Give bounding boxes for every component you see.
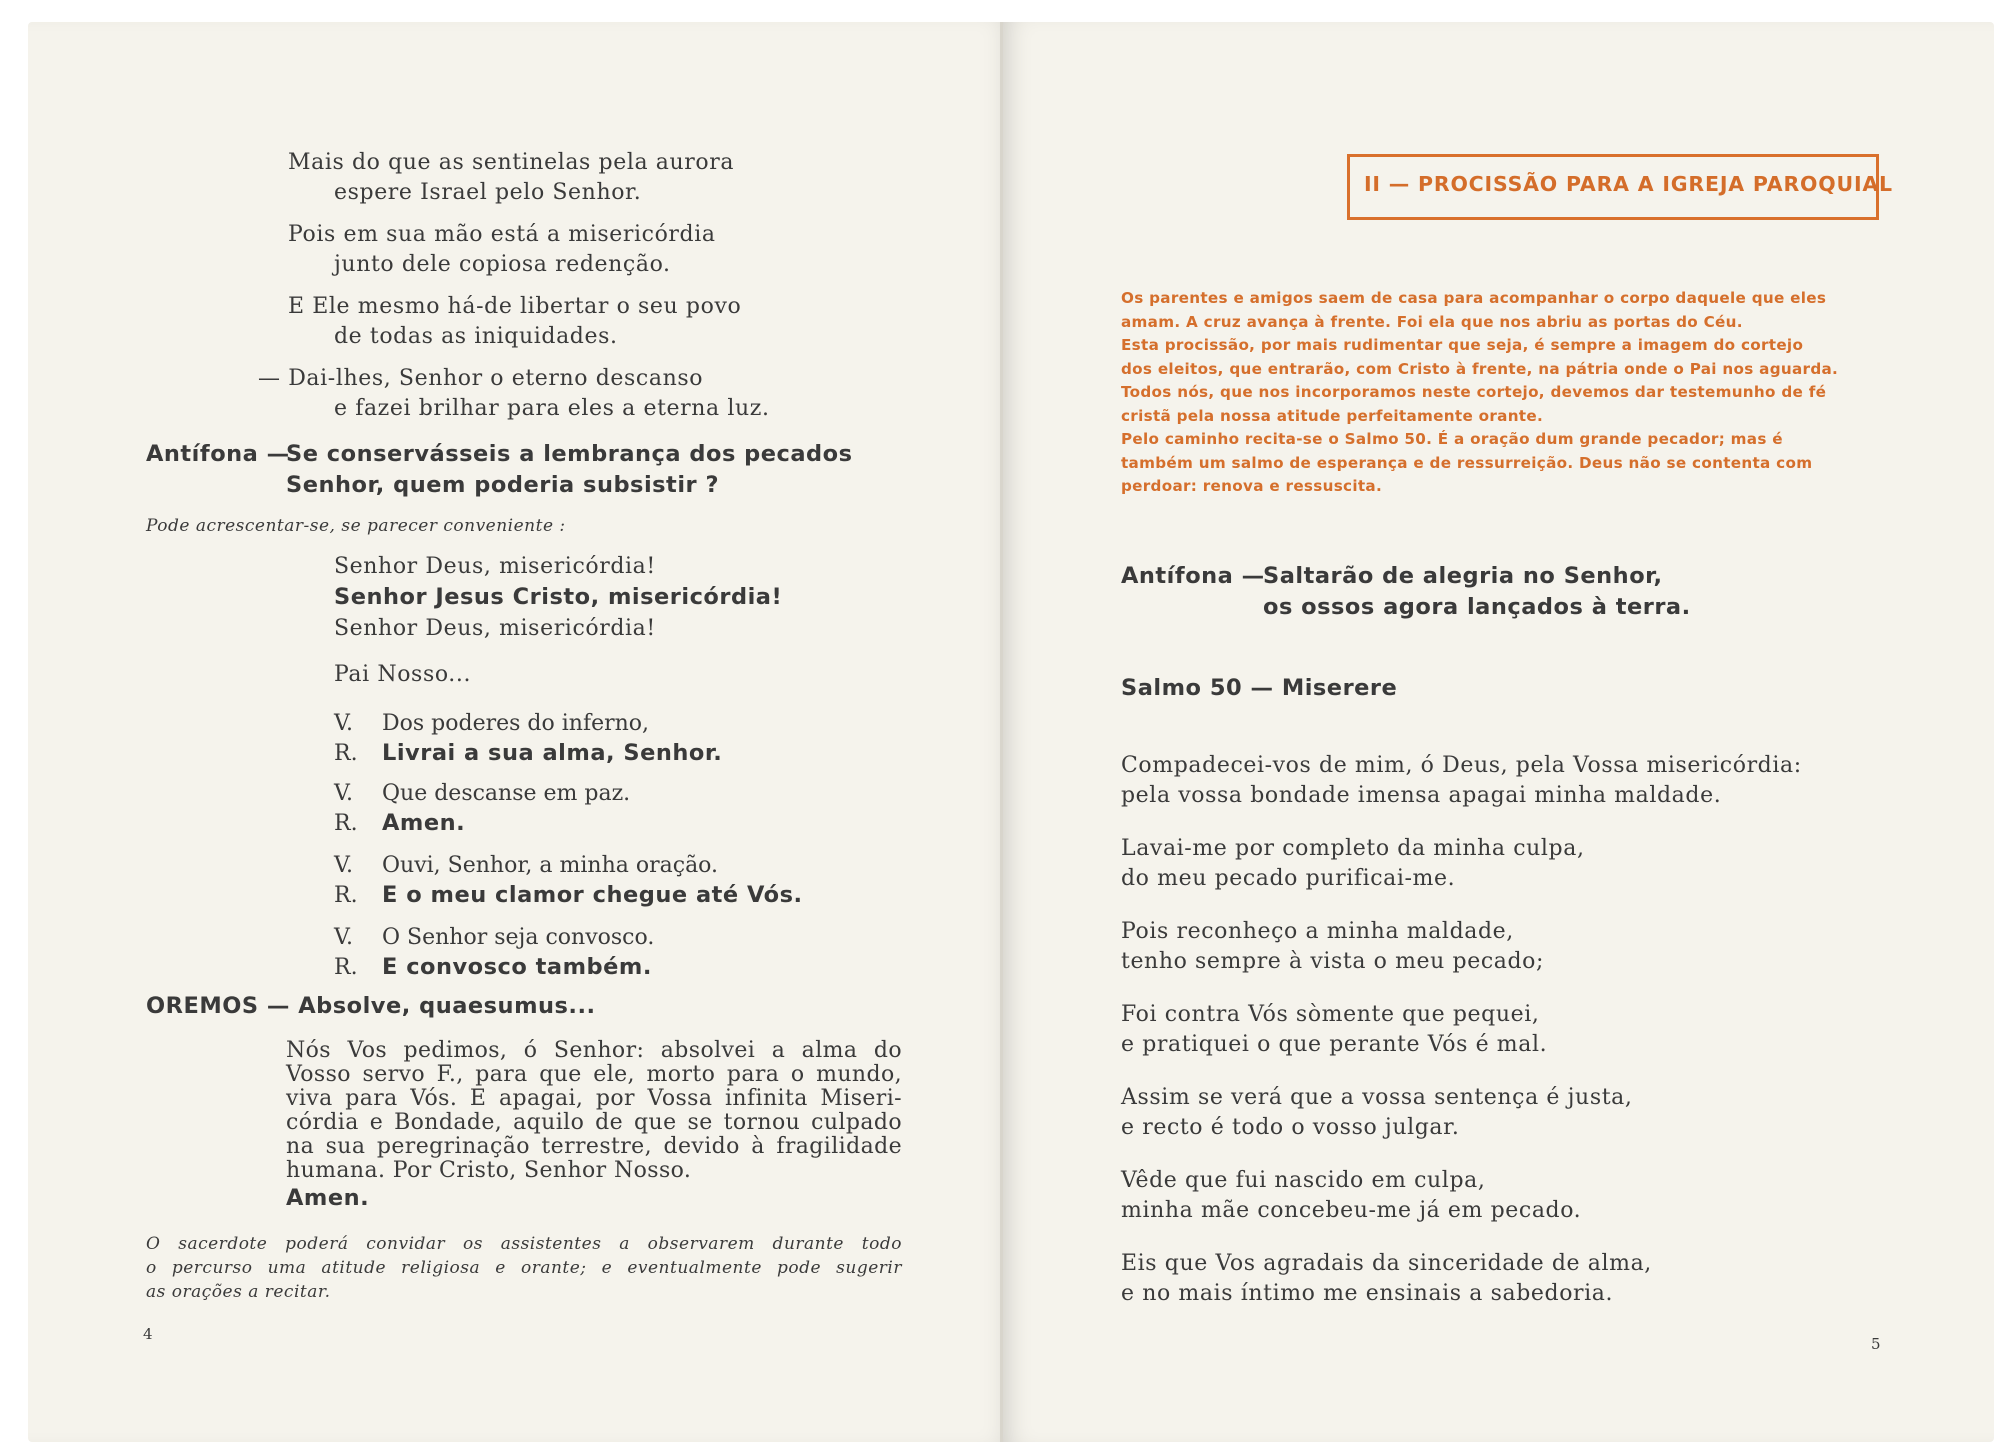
intro-line: amam. A cruz avança à frente. Foi ela que nos abriu as portas do Céu. [1121,312,1743,331]
verse-1-line-2: espere Israel pelo Senhor. [334,180,642,205]
intro-line: também um salmo de esperança e de ressurreição. Deus não se contenta com [1121,453,1813,472]
psalm-verse-1-line-1: Compadecei-vos de mim, ó Deus, pela Vossa misericórdia: [1121,753,1802,778]
response-1 [334,738,722,769]
psalm-verse-4-line-1: Foi contra Vós sòmente que pequei, [1121,1002,1540,1027]
r-label: R. [334,883,358,908]
intro-line: Esta procissão, por mais rudimentar que seja, é sempre a imagem do cortejo [1121,336,1804,354]
closing-note-line: O sacerdote poderá convidar os assistentes a observarem durante todo [146,1234,902,1254]
verse-2-line-1: Pois em sua mão está a misericórdia [288,222,716,247]
psalm-verse-5-line-2: e recto é todo o vosso julgar. [1121,1115,1460,1140]
prayer-line: humana. Por Cristo, Senhor Nosso. [286,1158,692,1183]
intro-text [1121,287,1881,499]
antiphon-label: Antífona — [146,441,290,467]
psalm-title: Salmo 50 — Miserere [1121,675,1398,701]
v-label: V. [334,781,354,806]
r-label: R. [334,741,358,766]
r-label: R. [334,811,358,836]
antiphon-right-line-2: os ossos agora lançados à terra. [1263,594,1691,620]
versicle-1-text: Dos poderes do inferno, [382,711,650,736]
closing-note-line: o percurso uma atitude religiosa e orante; e eventualmente pode sugerir [146,1258,902,1278]
verse-3-line-2: de todas as iniquidades. [334,324,618,349]
v-label: V. [334,925,354,950]
r-label: R. [334,955,358,980]
psalm-verse-1-line-2: pela vossa bondade imensa apagai minha maldade. [1121,783,1722,808]
verse-4-line-2: e fazei brilhar para eles a eterna luz. [334,396,770,421]
kyrie-line-1: Senhor Deus, misericórdia! [334,554,656,579]
pai-nosso: Pai Nosso... [334,662,472,687]
response-3 [334,880,803,911]
antiphon-line-1: Se conservásseis a lembrança dos pecados [286,441,853,467]
intro-line: dos eleitos, que entrarão, com Cristo à frente, na pátria onde o Pai nos aguarda. [1121,359,1839,378]
verse-4-line-1: — Dai-lhes, Senhor o eterno descanso [258,366,704,391]
versicle-2-text: Que descanse em paz. [382,781,631,806]
response-2-text: Amen. [382,810,466,836]
closing-note-line: as orações a recitar. [146,1282,331,1302]
response-3-text: E o meu clamor chegue até Vós. [382,882,803,908]
v-label: V. [334,711,354,736]
psalm-verse-2-line-1: Lavai-me por completo da minha culpa, [1121,836,1585,861]
page-number-right: 5 [1871,1335,1881,1353]
versicle-4-text: O Senhor seja convosco. [382,925,655,950]
versicle-4 [334,922,654,953]
page-number-left: 4 [143,1325,153,1343]
prayer-line: córdia e Bondade, aquilo de que se tornou culpado [286,1110,902,1135]
psalm-verse-7-line-1: Eis que Vos agradais da sinceridade de alma, [1121,1251,1652,1276]
verse-3-line-1: E Ele mesmo há-de libertar o seu povo [288,294,742,319]
verse-1-line-1: Mais do que as sentinelas pela aurora [288,150,735,175]
prayer-block [286,1039,902,1183]
versicle-3 [334,850,718,881]
intro-line: Os parentes e amigos saem de casa para acompanhar o corpo daquele que eles [1121,289,1827,307]
kyrie-line-2: Senhor Jesus Cristo, misericórdia! [334,584,783,610]
psalm-verse-5-line-1: Assim se verá que a vossa sentença é justa, [1121,1085,1633,1110]
psalm-verse-3-line-1: Pois reconheço a minha maldade, [1121,919,1514,944]
intro-line: Todos nós, que nos incorporamos neste cortejo, devemos dar testemunho de fé [1121,383,1827,401]
antiphon-right-line-1: Saltarão de alegria no Senhor, [1263,563,1663,589]
response-4 [334,952,652,983]
psalm-verse-3-line-2: tenho sempre à vista o meu pecado; [1121,949,1544,974]
closing-note [146,1232,902,1304]
versicle-3-text: Ouvi, Senhor, a minha oração. [382,853,719,878]
section-title: II — PROCISSÃO PARA A IGREJA PAROQUIAL [1364,172,1893,196]
kyrie-line-3: Senhor Deus, misericórdia! [334,616,656,641]
oremos-heading: OREMOS — Absolve, quaesumus... [146,993,596,1019]
intro-line: perdoar: renova e ressuscita. [1121,477,1383,495]
prayer-amen: Amen. [286,1185,370,1211]
prayer-line: viva para Vós. E apagai, por Vossa infinita Miseri- [286,1086,902,1111]
optional-note: Pode acrescentar-se, se parecer conveniente : [146,516,566,536]
v-label: V. [334,853,354,878]
intro-line: Pelo caminho recita-se o Salmo 50. É a oração dum grande pecador; mas é [1121,430,1783,448]
antiphon-label-right: Antífona — [1121,563,1265,589]
response-4-text: E convosco também. [382,954,652,980]
prayer-line: na sua peregrinação terrestre, devido à fragilidade [286,1134,902,1159]
book-spine [1000,22,1003,1442]
intro-line: cristã pela nossa atitude perfeitamente orante. [1121,406,1544,425]
right-page [1000,22,1994,1442]
psalm-verse-2-line-2: do meu pecado purificai-me. [1121,866,1456,891]
psalm-verse-6-line-2: minha mãe concebeu-me já em pecado. [1121,1198,1582,1223]
verse-2-line-2: junto dele copiosa redenção. [334,252,671,277]
versicle-1 [334,708,649,739]
psalm-verse-7-line-2: e no mais íntimo me ensinais a sabedoria. [1121,1281,1614,1306]
antiphon-line-2: Senhor, quem poderia subsistir ? [286,472,720,498]
prayer-line: Nós Vos pedimos, ó Senhor: absolvei a alma do [286,1038,902,1063]
psalm-verse-4-line-2: e pratiquei o que perante Vós é mal. [1121,1032,1548,1057]
versicle-2 [334,778,630,809]
response-1-text: Livrai a sua alma, Senhor. [382,740,723,766]
psalm-verse-6-line-1: Vêde que fui nascido em culpa, [1121,1168,1486,1193]
prayer-line: Vosso servo F., para que ele, morto para o mundo, [286,1062,902,1087]
response-2 [334,808,465,839]
